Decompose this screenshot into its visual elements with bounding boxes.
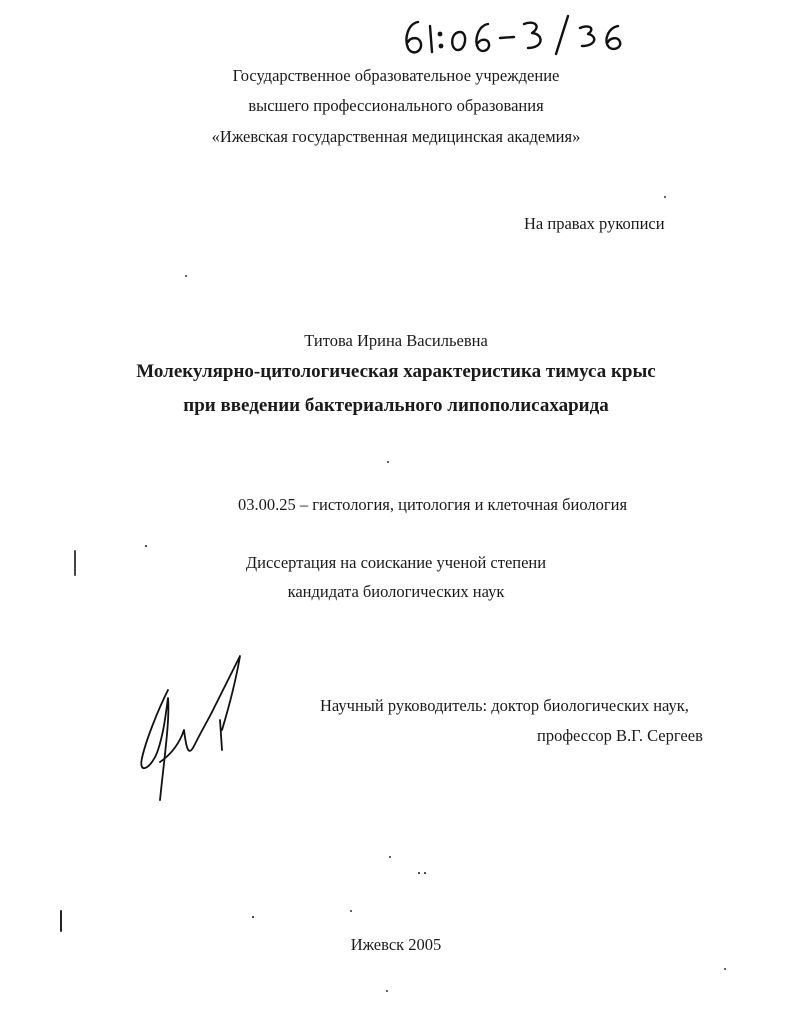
degree-line-2: кандидата биологических наук	[287, 582, 505, 601]
scan-speck	[664, 196, 666, 198]
scan-mark	[60, 910, 62, 932]
institution-line-2: высшего профессионального образования	[248, 96, 544, 115]
title-line-2: при введении бактериального липополисахарида	[183, 395, 609, 416]
institution-line-1: Государственное образовательное учреждение	[232, 66, 560, 85]
scan-speck	[418, 872, 420, 874]
specialty: 03.00.25 – гистология, цитология и клеточная биология	[238, 495, 628, 514]
supervisor-line-2: профессор В.Г. Сергеев	[537, 726, 703, 745]
scan-speck	[389, 856, 391, 858]
author-name: Титова Ирина Васильевна	[304, 331, 488, 350]
place-year: Ижевск 2005	[350, 935, 442, 954]
archive-code-handwritten	[392, 8, 642, 63]
scan-mark	[74, 550, 76, 576]
scan-speck	[387, 461, 389, 463]
supervisor-line-1: Научный руководитель: доктор биологических наук,	[320, 696, 689, 715]
signature-drawing	[128, 650, 258, 810]
scan-speck	[424, 872, 426, 874]
institution-line-3: «Ижевская государственная медицинская академия»	[211, 127, 581, 146]
rights-note: На правах рукописи	[524, 214, 665, 233]
scan-speck	[724, 968, 726, 970]
scan-speck	[185, 275, 187, 277]
archive-code-drawing	[392, 8, 642, 58]
scan-speck	[350, 910, 352, 912]
scan-speck	[252, 916, 254, 918]
signature	[128, 650, 258, 815]
scan-speck	[145, 545, 147, 547]
scan-speck	[386, 990, 388, 992]
degree-line-1: Диссертация на соискание ученой степени	[245, 553, 547, 572]
title-line-1: Молекулярно-цитологическая характеристика тимуса крыс	[136, 361, 656, 382]
